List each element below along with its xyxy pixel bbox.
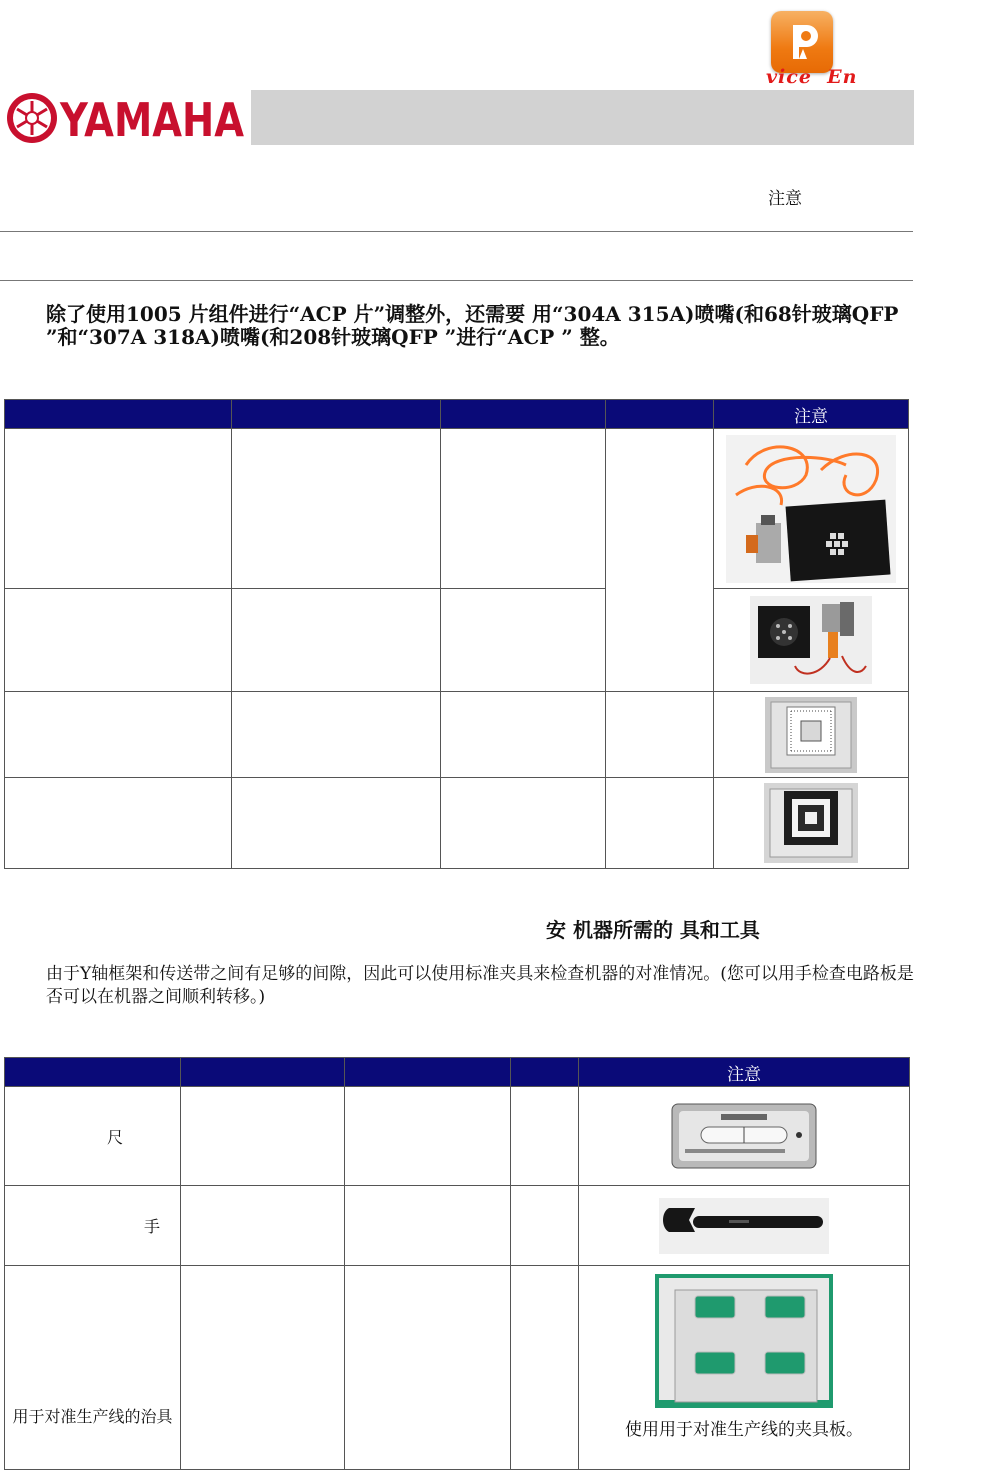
svg-text:YAMAHA: YAMAHA xyxy=(59,93,245,147)
photo-camera-plate-kit xyxy=(714,589,909,692)
jig-caption: 使用用于对准生产线的夹具板。 xyxy=(625,1420,863,1440)
table-row xyxy=(5,778,909,869)
photo-level-gauge xyxy=(579,1087,910,1186)
table-header-row xyxy=(5,1058,910,1087)
column-header-note: 注意 xyxy=(579,1058,910,1087)
table-row xyxy=(5,1087,910,1186)
photo-glass-qfp-68 xyxy=(714,692,909,778)
table-cell xyxy=(232,778,441,869)
column-header-note: 注意 xyxy=(714,400,909,429)
column-header xyxy=(5,1058,181,1087)
column-header xyxy=(511,1058,579,1087)
table-cell xyxy=(5,692,232,778)
table-cell xyxy=(5,589,232,692)
table-cell xyxy=(5,778,232,869)
table-row xyxy=(5,1266,910,1470)
table-cell xyxy=(511,1087,579,1186)
table-cell xyxy=(441,429,606,589)
table-row xyxy=(5,589,909,692)
table-header-row xyxy=(5,400,909,429)
column-header xyxy=(232,400,441,429)
photo-alignment-jig-plate xyxy=(579,1266,910,1470)
table-row xyxy=(5,429,909,589)
jig-table-1 xyxy=(4,399,909,869)
table-cell xyxy=(232,429,441,589)
section-title: 安 机器所需的 具和工具 xyxy=(546,918,760,942)
watermark-text: vice En xyxy=(766,66,858,88)
tool-name: 尺 xyxy=(5,1087,181,1186)
tool-table-2 xyxy=(4,1057,910,1470)
table-cell xyxy=(606,692,714,778)
table-cell xyxy=(441,589,606,692)
pdf-pen-icon xyxy=(771,11,833,73)
photo-glass-qfp-208 xyxy=(714,778,909,869)
table-cell xyxy=(511,1186,579,1266)
tool-name: 手 xyxy=(5,1186,181,1266)
header-note-label: 注意 xyxy=(768,189,802,209)
table-cell xyxy=(232,589,441,692)
yamaha-logo xyxy=(2,90,248,146)
table-cell xyxy=(606,778,714,869)
table-cell xyxy=(181,1266,345,1470)
column-header xyxy=(181,1058,345,1087)
table-row xyxy=(5,692,909,778)
table-cell xyxy=(606,429,714,692)
photo-fiber-cable-kit xyxy=(714,429,909,589)
tool-name: 用于对准生产线的治具 xyxy=(5,1266,181,1470)
table-cell xyxy=(345,1266,511,1470)
table-cell xyxy=(5,429,232,589)
table-cell xyxy=(345,1186,511,1266)
column-header xyxy=(441,400,606,429)
table-cell xyxy=(181,1087,345,1186)
pdf-app-icon xyxy=(771,11,833,73)
intro-paragraph: 除了使用1005 片组件进行“ACP 片”调整外，还需要 用“304A 315A)喷嘴(和68针玻璃QFP ”和“307A 318A)喷嘴(和208针玻璃QFP ”进行“ACP ” 整。 xyxy=(46,302,899,349)
table-cell xyxy=(511,1266,579,1470)
table-row xyxy=(5,1186,910,1266)
header-bar xyxy=(251,90,914,145)
divider xyxy=(0,280,913,281)
column-header xyxy=(5,400,232,429)
table-cell xyxy=(441,692,606,778)
divider xyxy=(0,231,913,232)
table-cell xyxy=(441,778,606,869)
column-header xyxy=(606,400,714,429)
photo-wrench xyxy=(579,1186,910,1266)
table-cell xyxy=(181,1186,345,1266)
table-cell xyxy=(345,1087,511,1186)
table-cell xyxy=(232,692,441,778)
section-paragraph: 由于Y轴框架和传送带之间有足够的间隙，因此可以使用标准夹具来检查机器的对准情况。(您可以用手检查电路板是否可以在机器之间顺利转移。) xyxy=(46,964,914,1007)
column-header xyxy=(345,1058,511,1087)
